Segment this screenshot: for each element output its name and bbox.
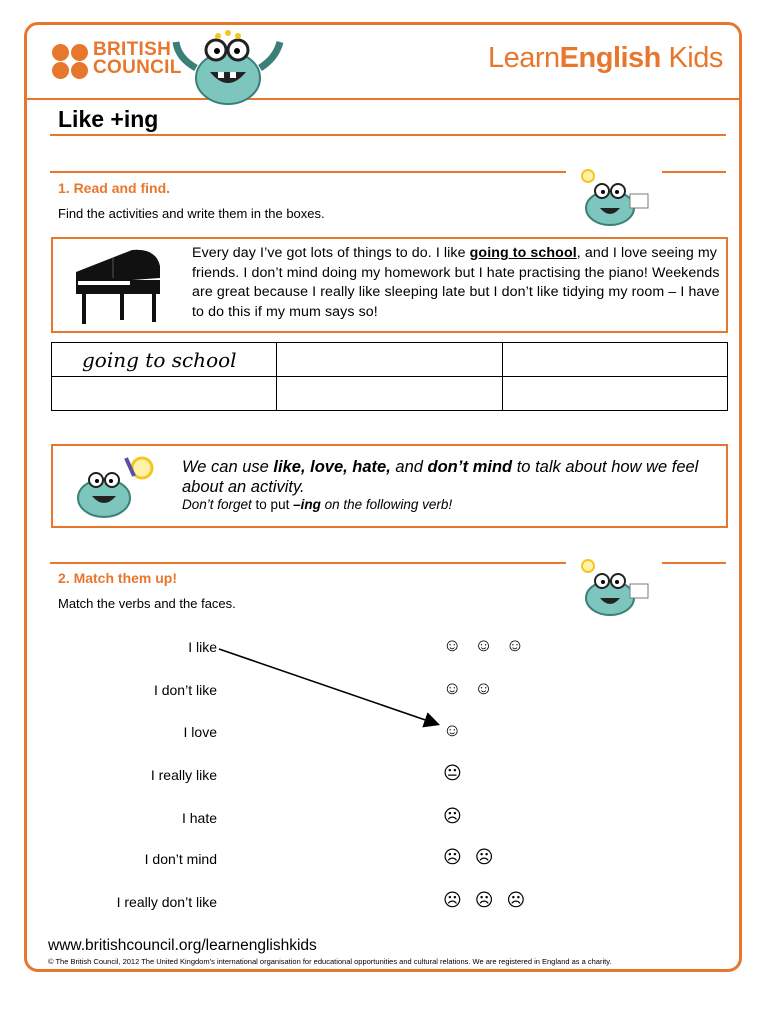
verb-label: I like [188,639,217,655]
section2-heading: 2. Match them up! [58,570,178,586]
tip-text: We can use like, love, hate, and don’t mind to talk about how we feel about an activity. [182,458,699,496]
face-group: ☹ ☹ ☹ [443,890,530,910]
footer-copyright: © The British Council, 2012 The United Kingdom’s international organisation for educational opportunities and cultural relations. We are registered in England as a charity. [48,957,612,966]
footer-url[interactable]: www.britishcouncil.org/learnenglishkids [48,937,317,954]
verb-label: I don’t like [153,682,217,698]
page-title: Like +ing [58,106,159,132]
story-text: Every day I’ve got lots of things to do. I like going to school, and I love seeing my friends. I don’t mind doing my homework but I hate practising the piano! Weekends are great because I really like sleeping late but I don’t like tidying my room – I have to do this if my mum says so! [192,245,720,321]
section1-instruction: Find the activities and write them in the boxes. [58,206,325,221]
tip-note: Don’t forget to put –ing on the following verb! [182,497,453,512]
answer-cell[interactable]: going to school [52,343,277,377]
british-council-logo: BRITISH COUNCIL [93,39,182,78]
face-group: ☺ ☺ ☺ [443,635,529,655]
story-highlight: going to school [469,245,577,261]
face-group: 😐 [443,763,466,783]
face-group: ☺ [443,720,466,740]
verb-label: I really like [150,767,217,783]
face-group: ☹ ☹ [443,847,498,867]
verb-label: I really don’t like [116,894,217,910]
learnenglish-kids-logo: LearnEnglish Kids [488,42,723,74]
face-group: ☹ [443,806,466,826]
verb-label: I don’t mind [144,851,217,867]
section2-instruction: Match the verbs and the faces. [58,596,236,611]
section1-heading: 1. Read and find. [58,180,171,196]
face-group: ☺ ☺ [443,678,497,698]
verb-label: I hate [181,810,217,826]
verb-label: I love [183,724,217,740]
